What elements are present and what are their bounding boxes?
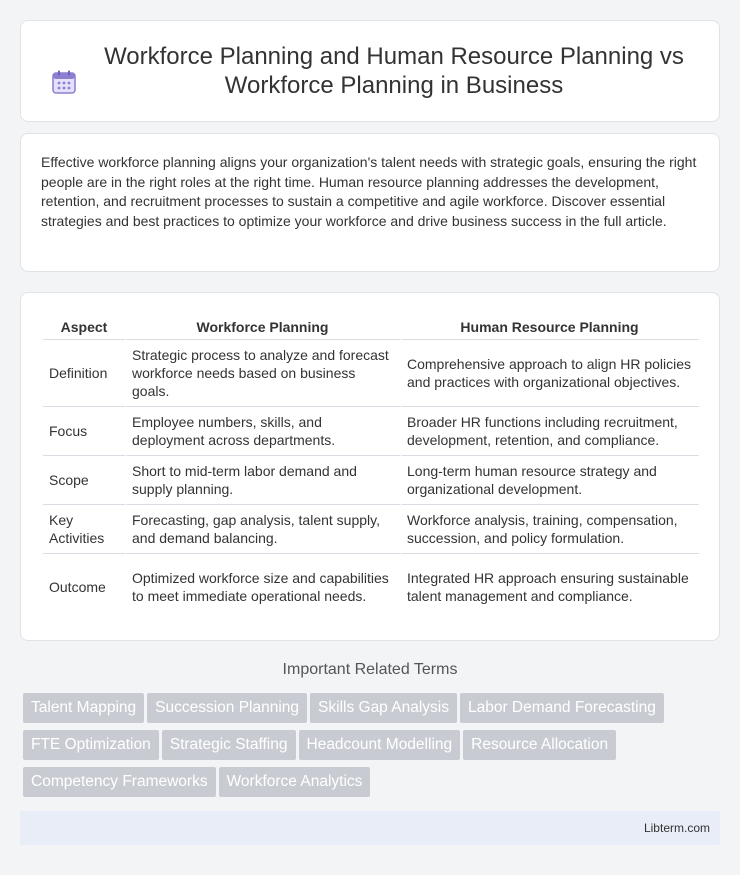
tag-labor-demand-forecasting[interactable]: Labor Demand Forecasting <box>460 693 664 723</box>
tag-headcount-modelling[interactable]: Headcount Modelling <box>299 730 461 760</box>
table-row <box>43 553 699 620</box>
tag-talent-mapping[interactable]: Talent Mapping <box>23 693 144 723</box>
tag-strategic-staffing[interactable]: Strategic Staffing <box>162 730 296 760</box>
row-human-resource-planning: Integrated HR approach ensuring sustainable talent management and compliance. <box>400 553 699 620</box>
footer-brand-link[interactable]: Libterm.com <box>643 821 710 835</box>
related-terms-heading: Important Related Terms <box>282 661 458 678</box>
title-wrap <box>21 42 719 100</box>
row-workforce-planning: Short to mid-term labor demand and supply planning. <box>125 455 400 504</box>
table-header-row <box>43 309 699 339</box>
comparison-table <box>43 309 699 620</box>
row-workforce-planning: Optimized workforce size and capabilities to meet immediate operational needs. <box>125 553 400 620</box>
tag-succession-planning[interactable]: Succession Planning <box>147 693 307 723</box>
row-aspect: Focus <box>43 406 125 455</box>
row-human-resource-planning: Workforce analysis, training, compensation, succession, and policy formulation. <box>400 504 699 553</box>
row-workforce-planning: Strategic process to analyze and forecast workforce needs based on business goals. <box>125 339 400 406</box>
row-human-resource-planning: Broader HR functions including recruitment, development, retention, and compliance. <box>400 406 699 455</box>
tag-fte-optimization[interactable]: FTE Optimization <box>23 730 159 760</box>
table-row <box>43 406 699 455</box>
footer <box>20 811 720 845</box>
title-card <box>20 20 720 122</box>
tag-competency-frameworks[interactable]: Competency Frameworks <box>23 767 216 797</box>
row-workforce-planning: Forecasting, gap analysis, talent supply, and demand balancing. <box>125 504 400 553</box>
page-title: Workforce Planning and Human Resource Planning vs Workforce Planning in Business <box>104 43 684 99</box>
row-workforce-planning: Employee numbers, skills, and deployment across departments. <box>125 406 400 455</box>
tag-workforce-analytics[interactable]: Workforce Analytics <box>219 767 371 797</box>
header-human-resource-planning: Human Resource Planning <box>460 319 639 335</box>
intro-card <box>20 133 720 272</box>
intro-paragraph: Effective workforce planning aligns your organization's talent needs with strategic goals, ensuring the right people are in the right roles at the right time. Human resource planning addresses the development, retention, and recruitment processes to sustain a competitive and agile workforce. Discover essential strategies and best practices to optimize your workforce and drive business success in the full article. <box>41 154 697 229</box>
row-aspect: Key Activities <box>43 504 125 553</box>
header-aspect: Aspect <box>60 319 108 335</box>
table-row <box>43 339 699 406</box>
table-row <box>43 504 699 553</box>
row-aspect: Scope <box>43 455 125 504</box>
table-row <box>43 455 699 504</box>
related-terms-list <box>23 693 723 804</box>
row-human-resource-planning: Comprehensive approach to align HR policies and practices with organizational objectives. <box>400 339 699 406</box>
row-aspect: Outcome <box>43 553 125 620</box>
comparison-card <box>20 292 720 641</box>
header-workforce-planning: Workforce Planning <box>196 319 329 335</box>
tag-resource-allocation[interactable]: Resource Allocation <box>463 730 616 760</box>
row-human-resource-planning: Long-term human resource strategy and organizational development. <box>400 455 699 504</box>
tag-skills-gap-analysis[interactable]: Skills Gap Analysis <box>310 693 457 723</box>
row-aspect: Definition <box>43 339 125 406</box>
calendar-icon <box>51 69 77 95</box>
